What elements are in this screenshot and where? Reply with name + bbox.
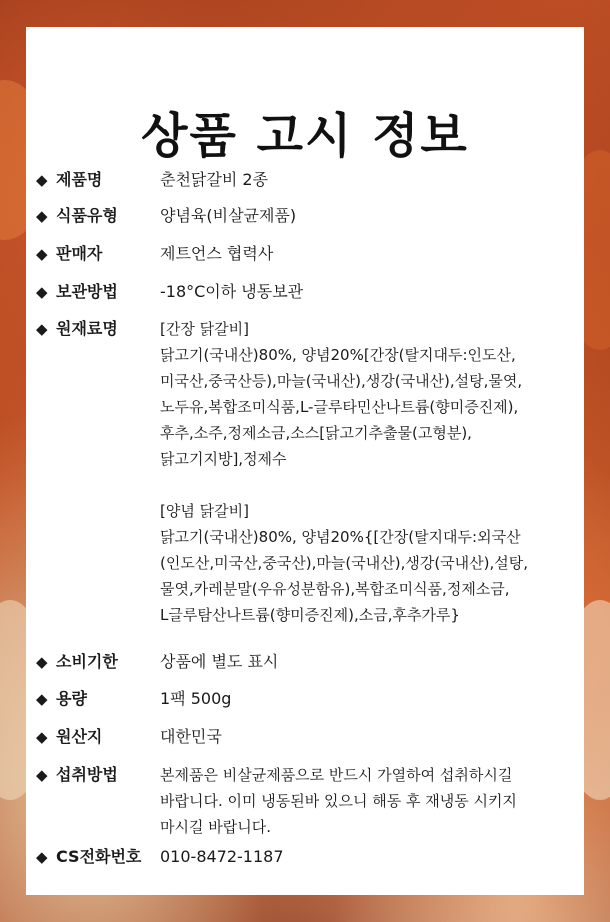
info-label: CS전화번호 bbox=[56, 847, 142, 866]
diamond-bullet-icon: ◆ bbox=[36, 171, 48, 189]
info-value: -18°C이하 냉동보관 bbox=[160, 282, 304, 301]
info-value: [간장 닭갈비] 닭고기(국내산)80%, 양념20%[간장(탈지대두:인도산, 미국산,중국산등),마늘(국내산),생강(국내산),설탕,물엿, 노두유,복합조미식품,L-글루타민산나트륨(향미증진제), 후추,소주,정제소금,소스[닭고기추출물(고형분), 닭고기지방],정제수 [양념 닭갈비] 닭고기(국내산)80%, 양념20%{[간장(탈지대두:외국산 (인도산,미국산,중국산),마늘(국내산),생강(국내산),설탕, 물엿,카레분말(우유성분함유),복합조미식품,정제소금, L글루탐산나트륨(향미증진제),소금,후추가루} bbox=[160, 320, 529, 624]
info-label: 원재료명 bbox=[56, 319, 118, 338]
diamond-bullet-icon: ◆ bbox=[36, 728, 48, 746]
diamond-bullet-icon: ◆ bbox=[36, 245, 48, 263]
info-value: 상품에 별도 표시 bbox=[160, 652, 279, 671]
info-label: 제품명 bbox=[56, 170, 103, 189]
diamond-bullet-icon: ◆ bbox=[36, 690, 48, 708]
info-label: 보관방법 bbox=[56, 282, 118, 301]
info-value: 010-8472-1187 bbox=[160, 847, 284, 866]
product-info-card bbox=[26, 27, 584, 895]
diamond-bullet-icon: ◆ bbox=[36, 320, 48, 338]
info-label: 섭취방법 bbox=[56, 765, 118, 784]
page-title: 상품 고시 정보 bbox=[141, 108, 469, 164]
diamond-bullet-icon: ◆ bbox=[36, 766, 48, 784]
diamond-bullet-icon: ◆ bbox=[36, 848, 48, 866]
diamond-bullet-icon: ◆ bbox=[36, 207, 48, 225]
diamond-bullet-icon: ◆ bbox=[36, 283, 48, 301]
info-value: 1팩 500g bbox=[160, 689, 232, 708]
info-value: 춘천닭갈비 2종 bbox=[160, 170, 269, 189]
info-value: 대한민국 bbox=[160, 727, 222, 746]
info-value: 제트언스 협력사 bbox=[160, 244, 274, 263]
info-value: 본제품은 비살균제품으로 반드시 가열하여 섭취하시길 바랍니다. 이미 냉동된바 있으니 해동 후 재냉동 시키지 마시길 바랍니다. bbox=[160, 766, 517, 836]
info-value: 양념육(비살균제품) bbox=[160, 206, 297, 225]
diamond-bullet-icon: ◆ bbox=[36, 653, 48, 671]
info-label: 원산지 bbox=[56, 727, 103, 746]
info-label: 판매자 bbox=[56, 244, 103, 263]
info-label: 소비기한 bbox=[56, 652, 118, 671]
info-label: 용량 bbox=[56, 689, 87, 708]
info-label: 식품유형 bbox=[56, 206, 118, 225]
